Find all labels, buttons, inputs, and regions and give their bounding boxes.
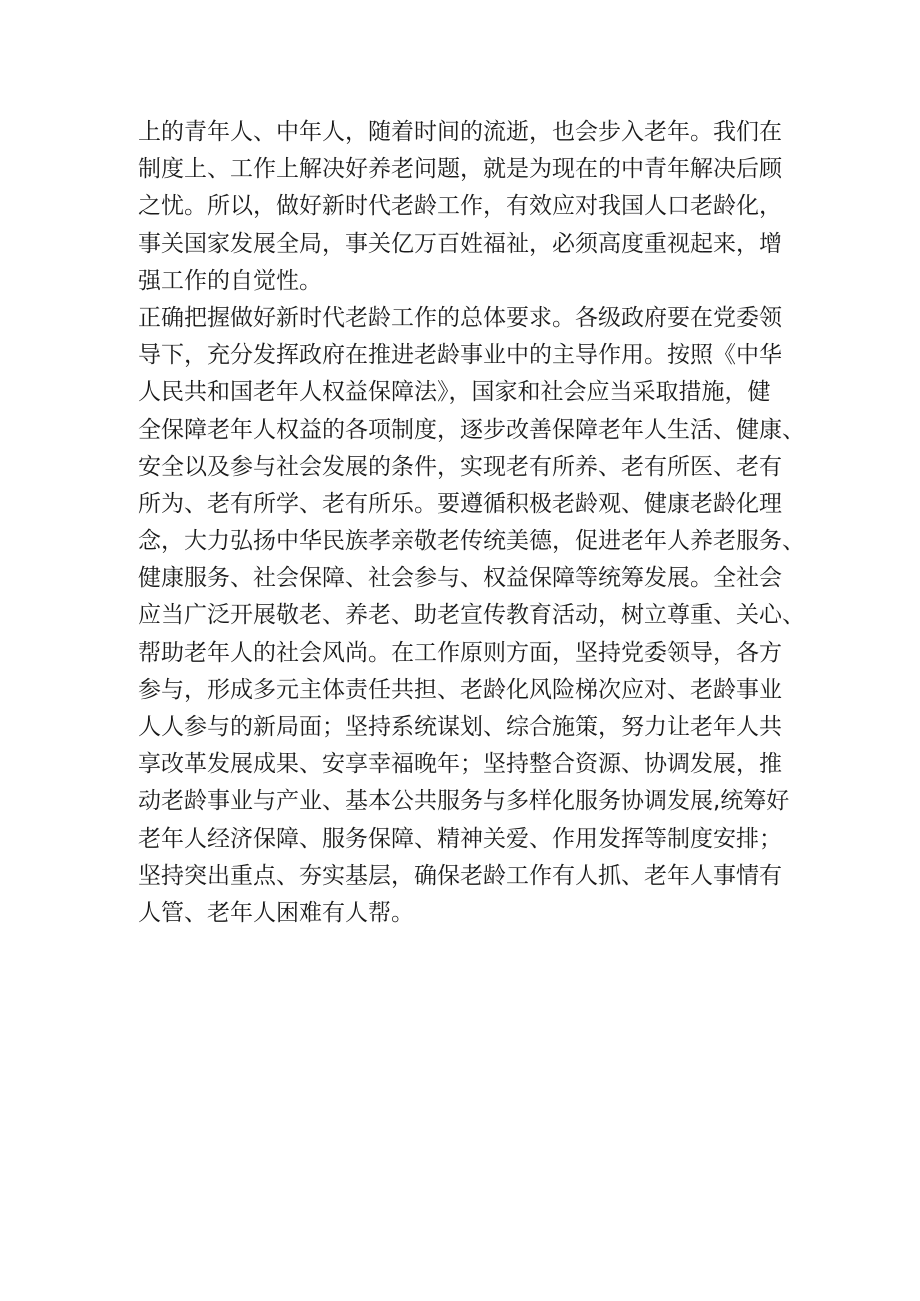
text-line: 导下，充分发挥政府在推进老龄事业中的主导作用。按照《中华 (138, 342, 782, 369)
text-line: 全保障老年人权益的各项制度，逐步改善保障老年人生活、健康、 (138, 416, 805, 443)
text-line: 健康服务、社会保障、社会参与、权益保障等统筹发展。全社会 (138, 565, 782, 592)
text-line: 念，大力弘扬中华民族孝亲敬老传统美德，促进老年人养老服务、 (138, 528, 805, 555)
paragraph-1 (138, 114, 838, 300)
body-text (138, 114, 838, 932)
text-line: 帮助老年人的社会风尚。在工作原则方面，坚持党委领导，各方 (138, 639, 782, 666)
text-line: 所为、老有所学、老有所乐。要遵循积极老龄观、健康老龄化理 (138, 490, 782, 517)
text-line: 人管、老年人困难有人帮。 (138, 899, 414, 926)
text-line: 动老龄事业与产业、基本公共服务与多样化服务协调发展,统筹好 (138, 788, 790, 815)
text-line: 之忧。所以，做好新时代老龄工作，有效应对我国人口老龄化， (138, 193, 782, 220)
text-line: 事关国家发展全局，事关亿万百姓福祉，必须高度重视起来，增 (138, 230, 782, 257)
text-line: 人民共和国老年人权益保障法》，国家和社会应当采取措施，健 (138, 379, 771, 406)
text-line: 上的青年人、中年人，随着时间的流逝，也会步入老年。我们在 (138, 119, 782, 145)
text-line: 制度上、工作上解决好养老问题，就是为现在的中青年解决后顾 (138, 156, 782, 183)
text-line: 人人参与的新局面；坚持系统谋划、综合施策，努力让老年人共 (138, 714, 782, 740)
text-line: 享改革发展成果、安享幸福晚年；坚持整合资源、协调发展，推 (138, 751, 782, 778)
text-line: 参与，形成多元主体责任共担、老龄化风险梯次应对、老龄事业 (138, 676, 782, 703)
paragraph-2 (138, 300, 838, 932)
text-line: 应当广泛开展敬老、养老、助老宣传教育活动，树立尊重、关心、 (138, 602, 805, 629)
text-line: 安全以及参与社会发展的条件，实现老有所养、老有所医、老有 (138, 453, 782, 480)
text-line: 坚持突出重点、夯实基层，确保老龄工作有人抓、老年人事情有 (138, 862, 782, 889)
text-line: 强工作的自觉性。 (138, 267, 322, 294)
text-line: 老年人经济保障、服务保障、精神关爱、作用发挥等制度安排； (138, 825, 782, 852)
text-line: 正确把握做好新时代老龄工作的总体要求。各级政府要在党委领 (138, 304, 782, 331)
